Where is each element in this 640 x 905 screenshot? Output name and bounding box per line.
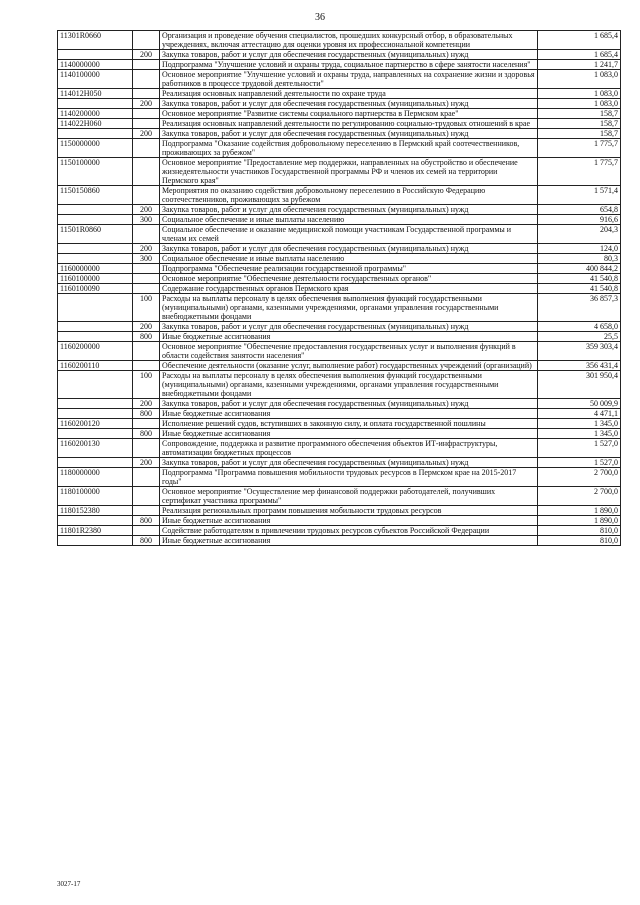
description-cell: Иные бюджетные ассигнования: [160, 516, 538, 526]
description-cell: Мероприятия по оказанию содействия добровольному переселению в Российскую Федерацию соотечественников, проживающих за рубежом: [160, 186, 538, 205]
expense-type-cell: 300: [133, 254, 160, 264]
table-row: [58, 99, 621, 109]
description-cell: Основное мероприятие "Предоставление мер поддержки, направленных на обустройство и обеспечение жизнедеятельности участников Государственной программы РФ и членов их семей на территории Пермского края": [160, 158, 538, 186]
description-cell: Закупка товаров, работ и услуг для обеспечения государственных (муниципальных) нужд: [160, 50, 538, 60]
description-cell: Основное мероприятие "Развитие системы социального партнерства в Пермском крае": [160, 109, 538, 119]
expense-type-cell: [133, 186, 160, 205]
table-row: [58, 284, 621, 294]
expense-type-cell: 200: [133, 458, 160, 468]
description-cell: Реализация основных направлений деятельности по охране труда: [160, 89, 538, 99]
description-cell: Социальное обеспечение и иные выплаты населению: [160, 254, 538, 264]
code-cell: 1140100000: [58, 70, 133, 89]
amount-cell: 810,0: [538, 536, 621, 546]
table-row: [58, 506, 621, 516]
amount-cell: 124,0: [538, 244, 621, 254]
expense-type-cell: 200: [133, 129, 160, 139]
description-cell: Реализация региональных программ повышения мобильности трудовых ресурсов: [160, 506, 538, 516]
description-cell: Подпрограмма "Оказание содействия добровольному переселению в Пермский край соотечественников, проживающих за рубежом": [160, 139, 538, 158]
amount-cell: 359 303,4: [538, 342, 621, 361]
expense-type-cell: [133, 158, 160, 186]
code-cell: 1140000000: [58, 60, 133, 70]
expense-type-cell: 200: [133, 205, 160, 215]
amount-cell: 1 890,0: [538, 516, 621, 526]
table-row: [58, 332, 621, 342]
code-cell: 114012Н050: [58, 89, 133, 99]
amount-cell: 301 950,4: [538, 371, 621, 399]
amount-cell: 50 009,9: [538, 399, 621, 409]
amount-cell: 1 345,0: [538, 429, 621, 439]
table-row: [58, 139, 621, 158]
code-cell: 1140200000: [58, 109, 133, 119]
code-cell: [58, 371, 133, 399]
expense-type-cell: [133, 139, 160, 158]
description-cell: Реализация основных направлений деятельности по регулированию социально-трудовых отношений в крае: [160, 119, 538, 129]
expense-type-cell: [133, 89, 160, 99]
amount-cell: 1 083,0: [538, 70, 621, 89]
description-cell: Социальное обеспечение и оказание медицинской помощи участникам Государственной программы и членам их семей: [160, 225, 538, 244]
code-cell: [58, 215, 133, 225]
expense-type-cell: 800: [133, 516, 160, 526]
description-cell: Иные бюджетные ассигнования: [160, 409, 538, 419]
table-row: [58, 516, 621, 526]
code-cell: 1160000000: [58, 264, 133, 274]
table-row: [58, 109, 621, 119]
amount-cell: 1 571,4: [538, 186, 621, 205]
amount-cell: 2 700,0: [538, 487, 621, 506]
expense-type-cell: [133, 284, 160, 294]
table-row: [58, 158, 621, 186]
table-row: [58, 70, 621, 89]
amount-cell: 1 345,0: [538, 419, 621, 429]
amount-cell: 916,6: [538, 215, 621, 225]
table-row: [58, 31, 621, 50]
expense-type-cell: 300: [133, 215, 160, 225]
code-cell: [58, 516, 133, 526]
description-cell: Закупка товаров, работ и услуг для обеспечения государственных (муниципальных) нужд: [160, 244, 538, 254]
expense-type-cell: 200: [133, 399, 160, 409]
code-cell: 1180100000: [58, 487, 133, 506]
code-cell: 1160200110: [58, 361, 133, 371]
table-row: [58, 89, 621, 99]
table-row: [58, 361, 621, 371]
expense-type-cell: 200: [133, 322, 160, 332]
table-row: [58, 487, 621, 506]
code-cell: 1180152380: [58, 506, 133, 516]
table-row: [58, 129, 621, 139]
amount-cell: 41 540,8: [538, 274, 621, 284]
description-cell: Иные бюджетные ассигнования: [160, 429, 538, 439]
code-cell: 11301R0660: [58, 31, 133, 50]
table-row: [58, 322, 621, 332]
code-cell: 1160100000: [58, 274, 133, 284]
amount-cell: 1 527,0: [538, 458, 621, 468]
amount-cell: 1 685,4: [538, 31, 621, 50]
code-cell: [58, 254, 133, 264]
amount-cell: 4 471,1: [538, 409, 621, 419]
description-cell: Обеспечение деятельности (оказание услуг, выполнение работ) государственных учреждений (организаций): [160, 361, 538, 371]
expense-type-cell: 100: [133, 371, 160, 399]
table-row: [58, 468, 621, 487]
description-cell: Подпрограмма "Обеспечение реализации государственной программы": [160, 264, 538, 274]
code-cell: [58, 536, 133, 546]
table-row: [58, 439, 621, 458]
code-cell: 11501R0860: [58, 225, 133, 244]
expense-type-cell: [133, 264, 160, 274]
code-cell: [58, 294, 133, 322]
amount-cell: 1 775,7: [538, 158, 621, 186]
amount-cell: 158,7: [538, 119, 621, 129]
table-row: [58, 526, 621, 536]
code-cell: 1150100000: [58, 158, 133, 186]
expense-type-cell: [133, 419, 160, 429]
amount-cell: 204,3: [538, 225, 621, 244]
table-row: [58, 342, 621, 361]
table-row: [58, 205, 621, 215]
description-cell: Закупка товаров, работ и услуг для обеспечения государственных (муниципальных) нужд: [160, 205, 538, 215]
code-cell: 1160200120: [58, 419, 133, 429]
code-cell: [58, 99, 133, 109]
description-cell: Подпрограмма "Улучшение условий и охраны труда, социальное партнерство в сфере занятости населения": [160, 60, 538, 70]
amount-cell: 1 083,0: [538, 99, 621, 109]
expense-type-cell: 800: [133, 429, 160, 439]
table-row: [58, 419, 621, 429]
amount-cell: 654,8: [538, 205, 621, 215]
expense-type-cell: [133, 526, 160, 536]
table-row: [58, 225, 621, 244]
expense-type-cell: [133, 487, 160, 506]
description-cell: Иные бюджетные ассигнования: [160, 536, 538, 546]
code-cell: [58, 409, 133, 419]
description-cell: Закупка товаров, работ и услуг для обеспечения государственных (муниципальных) нужд: [160, 129, 538, 139]
code-cell: [58, 205, 133, 215]
amount-cell: 25,5: [538, 332, 621, 342]
page-number: 36: [315, 12, 325, 23]
code-cell: 1160200130: [58, 439, 133, 458]
expense-type-cell: [133, 119, 160, 129]
description-cell: Основное мероприятие "Улучшение условий и охраны труда, направленных на сохранение жизни и здоровья работников в процессе трудовой деятельности": [160, 70, 538, 89]
expense-type-cell: [133, 274, 160, 284]
description-cell: Содействие работодателям в привлечении трудовых ресурсов субъектов Российской Федерации: [160, 526, 538, 536]
amount-cell: 1 890,0: [538, 506, 621, 516]
table-row: [58, 429, 621, 439]
amount-cell: 1 685,4: [538, 50, 621, 60]
amount-cell: 2 700,0: [538, 468, 621, 487]
code-cell: [58, 429, 133, 439]
expense-type-cell: 800: [133, 332, 160, 342]
table-row: [58, 50, 621, 60]
table-row: [58, 399, 621, 409]
amount-cell: 158,7: [538, 129, 621, 139]
description-cell: Расходы на выплаты персоналу в целях обеспечения выполнения функций государственными (муниципальными) органами, казенными учреждениями, органами управления государственными внебюджетными фондами: [160, 371, 538, 399]
code-cell: [58, 399, 133, 409]
expense-type-cell: [133, 439, 160, 458]
code-cell: [58, 129, 133, 139]
code-cell: 1180000000: [58, 468, 133, 487]
expense-type-cell: 200: [133, 244, 160, 254]
code-cell: [58, 322, 133, 332]
amount-cell: 4 658,0: [538, 322, 621, 332]
table-row: [58, 458, 621, 468]
code-cell: [58, 244, 133, 254]
code-cell: 1150000000: [58, 139, 133, 158]
amount-cell: 1 083,0: [538, 89, 621, 99]
description-cell: Сопровождение, поддержка и развитие программного обеспечения объектов ИТ-инфраструктуры, автоматизации бюджетных процессов: [160, 439, 538, 458]
budget-table: [57, 30, 621, 546]
expense-type-cell: [133, 60, 160, 70]
expense-type-cell: [133, 506, 160, 516]
table-row: [58, 274, 621, 284]
amount-cell: 36 857,3: [538, 294, 621, 322]
code-cell: 1160100090: [58, 284, 133, 294]
expense-type-cell: 800: [133, 536, 160, 546]
expense-type-cell: 100: [133, 294, 160, 322]
description-cell: Закупка товаров, работ и услуг для обеспечения государственных (муниципальных) нужд: [160, 322, 538, 332]
description-cell: Иные бюджетные ассигнования: [160, 332, 538, 342]
description-cell: Исполнение решений судов, вступивших в законную силу, и оплата государственной пошлины: [160, 419, 538, 429]
table-row: [58, 215, 621, 225]
description-cell: Расходы на выплаты персоналу в целях обеспечения выполнения функций государственными (муниципальными) органами, казенными учреждениями, органами управления государственными внебюджетными фондами: [160, 294, 538, 322]
expense-type-cell: 200: [133, 50, 160, 60]
amount-cell: 400 844,2: [538, 264, 621, 274]
description-cell: Основное мероприятие "Обеспечение деятельности государственных органов": [160, 274, 538, 284]
table-row: [58, 371, 621, 399]
description-cell: Подпрограмма "Программа повышения мобильности трудовых ресурсов в Пермском крае на 2015-2017 годы": [160, 468, 538, 487]
code-cell: 1160200000: [58, 342, 133, 361]
code-cell: 114022Н060: [58, 119, 133, 129]
description-cell: Содержание государственных органов Пермского края: [160, 284, 538, 294]
expense-type-cell: [133, 31, 160, 50]
code-cell: [58, 332, 133, 342]
table-row: [58, 254, 621, 264]
amount-cell: 41 540,8: [538, 284, 621, 294]
amount-cell: 1 775,7: [538, 139, 621, 158]
table-row: [58, 60, 621, 70]
expense-type-cell: [133, 361, 160, 371]
description-cell: Закупка товаров, работ и услуг для обеспечения государственных (муниципальных) нужд: [160, 399, 538, 409]
description-cell: Закупка товаров, работ и услуг для обеспечения государственных (муниципальных) нужд: [160, 458, 538, 468]
document-footer-code: 3027-17: [57, 880, 81, 888]
amount-cell: 810,0: [538, 526, 621, 536]
code-cell: [58, 458, 133, 468]
expense-type-cell: [133, 468, 160, 487]
table-row: [58, 294, 621, 322]
table-row: [58, 244, 621, 254]
amount-cell: 80,3: [538, 254, 621, 264]
description-cell: Закупка товаров, работ и услуг для обеспечения государственных (муниципальных) нужд: [160, 99, 538, 109]
code-cell: 1150150860: [58, 186, 133, 205]
expense-type-cell: [133, 342, 160, 361]
description-cell: Основное мероприятие "Осуществление мер финансовой поддержки работодателей, получивших сертификат участника программы": [160, 487, 538, 506]
expense-type-cell: 800: [133, 409, 160, 419]
code-cell: 11801R2380: [58, 526, 133, 536]
code-cell: [58, 50, 133, 60]
expense-type-cell: [133, 225, 160, 244]
amount-cell: 1 241,7: [538, 60, 621, 70]
table-row: [58, 536, 621, 546]
amount-cell: 356 431,4: [538, 361, 621, 371]
table-row: [58, 409, 621, 419]
description-cell: Социальное обеспечение и иные выплаты населению: [160, 215, 538, 225]
description-cell: Основное мероприятие "Обеспечение предоставления государственных услуг и выполнения функций в области содействия занятости населения": [160, 342, 538, 361]
budget-table-body: [58, 31, 621, 546]
table-row: [58, 264, 621, 274]
expense-type-cell: [133, 70, 160, 89]
description-cell: Организация и проведение обучения специалистов, прошедших конкурсный отбор, в образовательных учреждениях, включая аттестацию для оценки уровня их профессиональной компетенции: [160, 31, 538, 50]
table-row: [58, 186, 621, 205]
table-row: [58, 119, 621, 129]
expense-type-cell: [133, 109, 160, 119]
expense-type-cell: 200: [133, 99, 160, 109]
amount-cell: 1 527,0: [538, 439, 621, 458]
amount-cell: 158,7: [538, 109, 621, 119]
